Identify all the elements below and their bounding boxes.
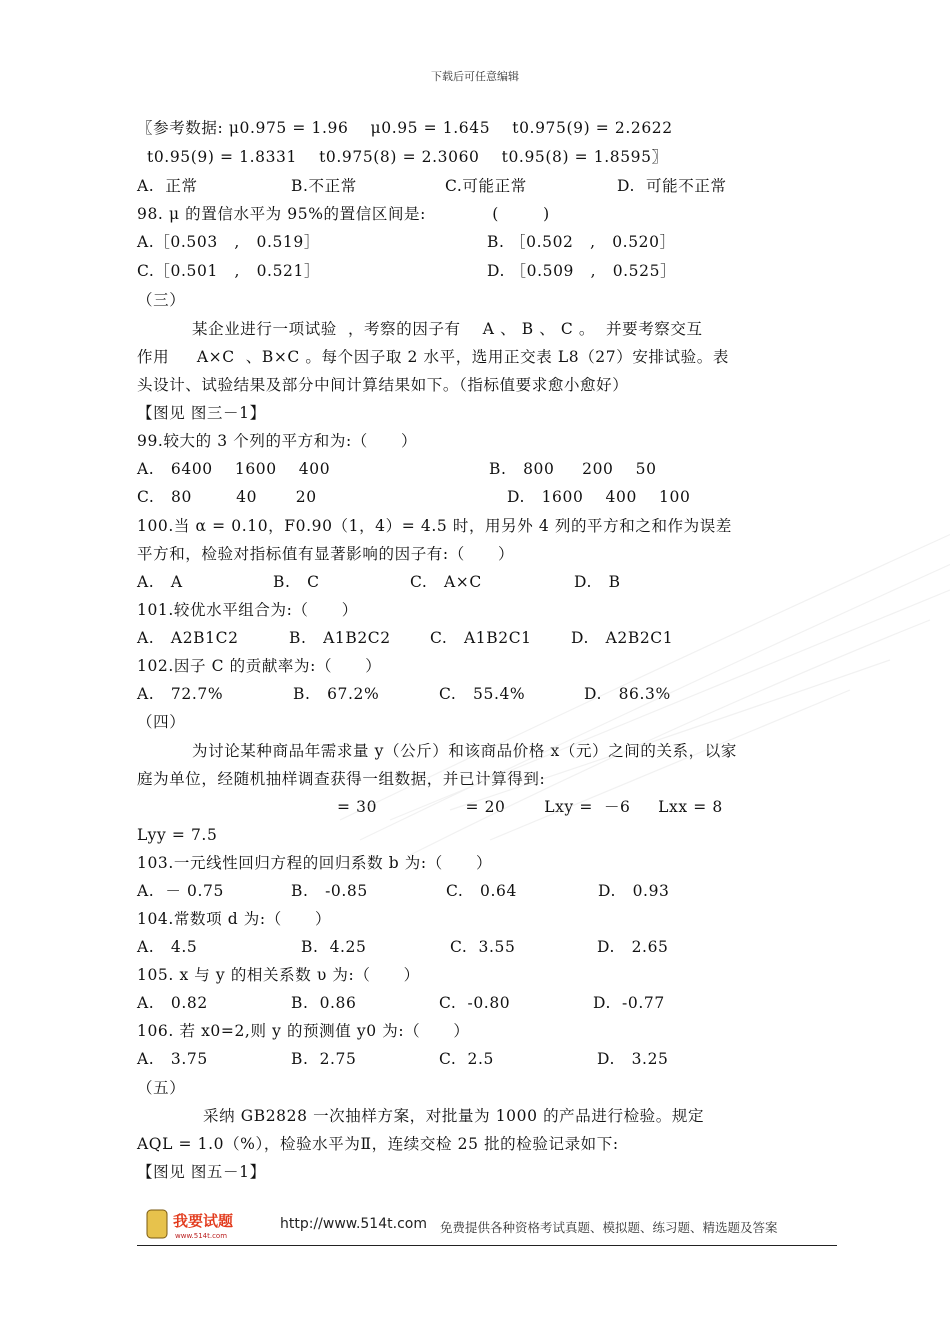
answer-option: A. A2B1C2 <box>137 629 239 647</box>
text-line: = 30 = 20 Lxy = －6 Lxx = 8 <box>337 798 723 816</box>
answer-option: B. 2.75 <box>291 1050 357 1068</box>
answer-option: D. B <box>574 573 621 591</box>
text-line: AQL = 1.0（%），检验水平为Ⅱ，连续交检 25 批的检验记录如下: <box>137 1135 619 1153</box>
answer-option: C. 80 40 20 <box>137 488 317 506</box>
answer-option: B. 800 200 50 <box>489 460 657 478</box>
text-line: 【图见 图五－1】 <box>137 1163 266 1181</box>
text-line: 106. 若 x0=2,则 y 的预测值 y0 为:（ ） <box>137 1022 470 1040</box>
logo-url: www.514t.com <box>175 1232 228 1240</box>
answer-option: D. ［0.509 , 0.525］ <box>487 262 677 280</box>
text-line: （四） <box>137 713 186 731</box>
footer-url[interactable]: http://www.514t.com <box>280 1216 427 1232</box>
answer-option: A. 3.75 <box>137 1050 208 1068</box>
text-line: 102.因子 C 的贡献率为:（ ） <box>137 657 382 675</box>
text-line: 【图见 图三－1】 <box>137 404 266 422</box>
page-header: 下载后可任意编辑 <box>431 70 519 83</box>
answer-option: C.可能正常 <box>445 177 527 195</box>
text-line: 98. μ 的置信水平为 95%的置信区间是: ( ) <box>137 205 550 223</box>
text-line: 103.一元线性回归方程的回归系数 b 为:（ ） <box>137 854 493 872</box>
answer-option: B. 0.86 <box>291 994 357 1012</box>
answer-option: D. 86.3% <box>584 685 671 703</box>
answer-option: C. A1B2C1 <box>430 629 532 647</box>
answer-option: C. 3.55 <box>450 938 516 956</box>
answer-option: A. － 0.75 <box>137 882 224 900</box>
answer-option: D. 3.25 <box>597 1050 669 1068</box>
footer-description: 免费提供各种资格考试真题、模拟题、练习题、精选题及答案 <box>440 1220 778 1235</box>
text-line: 头设计、试验结果及部分中间计算结果如下。（指标值要求愈小愈好） <box>137 376 629 394</box>
answer-option: D. 0.93 <box>598 882 670 900</box>
answer-option: D. -0.77 <box>593 994 665 1012</box>
answer-option: C. 2.5 <box>439 1050 494 1068</box>
answer-option: A. A <box>137 573 183 591</box>
text-line: Lyy = 7.5 <box>137 826 218 844</box>
text-line: （五） <box>137 1079 186 1097</box>
answer-option: A. 0.82 <box>137 994 208 1012</box>
text-line: 庭为单位，经随机抽样调查获得一组数据，并已计算得到: <box>137 770 546 788</box>
text-line: t0.95(9) = 1.8331 t0.975(8) = 2.3060 t0.95(8) = 1.8595〗 <box>147 148 668 166</box>
text-line: 平方和，检验对指标值有显著影响的因子有:（ ） <box>137 545 515 563</box>
text-line: （三） <box>137 291 186 309</box>
answer-option: D. 1600 400 100 <box>507 488 691 506</box>
text-line: 作用 A×C 、B×C 。每个因子取 2 水平，选用正交表 L8（27）安排试验。表 <box>137 348 729 366</box>
logo-text: 我要试题 <box>173 1212 234 1230</box>
answer-option: C. 55.4% <box>439 685 526 703</box>
text-line: 100.当 α = 0.10，F0.90（1，4）= 4.5 时，用另外 4 列的平方和之和作为误差 <box>137 517 732 535</box>
answer-option: A. 4.5 <box>137 938 198 956</box>
answer-option: B.不正常 <box>291 177 357 195</box>
text-line: 104.常数项 d 为:（ ） <box>137 910 332 928</box>
answer-option: C. -0.80 <box>439 994 511 1012</box>
text-line: 99.较大的 3 个列的平方和为:（ ） <box>137 432 418 450</box>
answer-option: A.［0.503 , 0.519］ <box>137 233 320 251</box>
answer-option: D. 2.65 <box>597 938 669 956</box>
answer-option: B. C <box>273 573 320 591</box>
answer-option: A. 正常 <box>137 177 198 195</box>
answer-option: C.［0.501 , 0.521］ <box>137 262 321 280</box>
answer-option: B. A1B2C2 <box>289 629 391 647</box>
answer-option: A. 6400 1600 400 <box>137 460 331 478</box>
answer-option: B. 67.2% <box>293 685 380 703</box>
text-line: 101.较优水平组合为:（ ） <box>137 601 358 619</box>
answer-option: A. 72.7% <box>137 685 224 703</box>
answer-option: C. 0.64 <box>446 882 517 900</box>
answer-option: B. ［0.502 , 0.520］ <box>487 233 676 251</box>
text-line: 〖参考数据: μ0.975 = 1.96 μ0.95 = 1.645 t0.975(9) = 2.2622 <box>137 119 673 137</box>
text-line: 某企业进行一项试验 ，考察的因子有 A 、 B 、 C 。 并要考察交互 <box>192 320 703 338</box>
text-line: 为讨论某种商品年需求量 y（公斤）和该商品价格 x（元）之间的关系，以家 <box>192 742 737 760</box>
answer-option: B. -0.85 <box>291 882 368 900</box>
logo <box>145 1204 265 1244</box>
answer-option: D. 可能不正常 <box>617 177 727 195</box>
text-line: 105. x 与 y 的相关系数 υ 为:（ ） <box>137 966 420 984</box>
answer-option: D. A2B2C1 <box>571 629 674 647</box>
answer-option: B. 4.25 <box>301 938 367 956</box>
answer-option: C. A×C <box>410 573 482 591</box>
text-line: 采纳 GB2828 一次抽样方案，对批量为 1000 的产品进行检验。规定 <box>203 1107 705 1125</box>
footer-divider <box>137 1245 837 1246</box>
